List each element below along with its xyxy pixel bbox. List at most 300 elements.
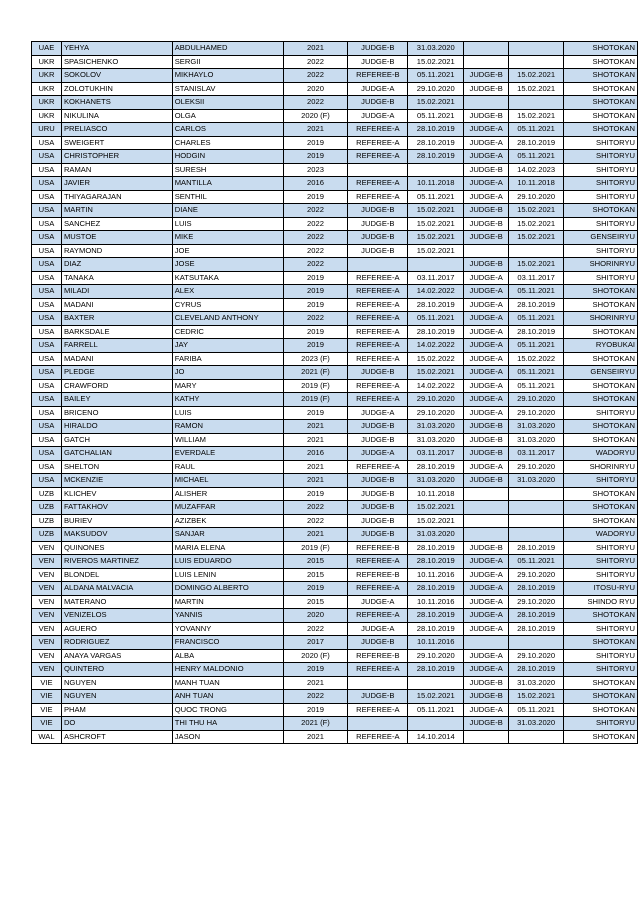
last-name-cell: NGUYEN bbox=[61, 690, 172, 704]
table-row bbox=[32, 258, 638, 272]
country-code-cell: USA bbox=[32, 339, 62, 353]
referee-grade-cell: JUDGE-B bbox=[348, 487, 408, 501]
style-cell: SHOTOKAN bbox=[564, 676, 638, 690]
year-cell: 2019 bbox=[283, 406, 348, 420]
year-cell: 2022 bbox=[283, 69, 348, 83]
last-name-cell: BRICENO bbox=[61, 406, 172, 420]
last-name-cell: KOKHANETS bbox=[61, 96, 172, 110]
country-code-cell: VIE bbox=[32, 717, 62, 731]
referee-date-cell: 15.02.2021 bbox=[408, 55, 464, 69]
referee-date-cell: 05.11.2021 bbox=[408, 109, 464, 123]
judge-date-cell: 28.10.2019 bbox=[509, 541, 564, 555]
referee-grade-cell: JUDGE-B bbox=[348, 514, 408, 528]
year-cell: 2020 bbox=[283, 609, 348, 623]
judge-grade-cell bbox=[464, 514, 509, 528]
first-name-cell: ANH TUAN bbox=[172, 690, 283, 704]
referee-date-cell: 31.03.2020 bbox=[408, 420, 464, 434]
table-row bbox=[32, 406, 638, 420]
style-cell: SHINDO RYU bbox=[564, 595, 638, 609]
last-name-cell: ALDANA MALVACIA bbox=[61, 582, 172, 596]
judge-grade-cell: JUDGE-B bbox=[464, 433, 509, 447]
style-cell: SHITORYU bbox=[564, 555, 638, 569]
style-cell: SHITORYU bbox=[564, 622, 638, 636]
first-name-cell: MANTILLA bbox=[172, 177, 283, 191]
year-cell: 2019 bbox=[283, 136, 348, 150]
country-code-cell: UZB bbox=[32, 528, 62, 542]
table-row bbox=[32, 609, 638, 623]
table-row bbox=[32, 163, 638, 177]
referee-date-cell: 03.11.2017 bbox=[408, 447, 464, 461]
judge-date-cell: 29.10.2020 bbox=[509, 568, 564, 582]
judge-grade-cell bbox=[464, 528, 509, 542]
last-name-cell: MILADI bbox=[61, 285, 172, 299]
year-cell: 2020 bbox=[283, 82, 348, 96]
table-row bbox=[32, 487, 638, 501]
judge-grade-cell: JUDGE-B bbox=[464, 231, 509, 245]
referee-date-cell: 10.11.2016 bbox=[408, 636, 464, 650]
first-name-cell: EVERDALE bbox=[172, 447, 283, 461]
judge-grade-cell: JUDGE-A bbox=[464, 555, 509, 569]
judge-date-cell: 15.02.2021 bbox=[509, 82, 564, 96]
referee-grade-cell: REFEREE-A bbox=[348, 379, 408, 393]
country-code-cell: WAL bbox=[32, 730, 62, 744]
referee-date-cell: 05.11.2021 bbox=[408, 69, 464, 83]
judge-date-cell: 15.02.2022 bbox=[509, 352, 564, 366]
first-name-cell: CLEVELAND ANTHONY bbox=[172, 312, 283, 326]
last-name-cell: BARKSDALE bbox=[61, 325, 172, 339]
last-name-cell: CHRISTOPHER bbox=[61, 150, 172, 164]
style-cell: SHITORYU bbox=[564, 150, 638, 164]
judge-grade-cell: JUDGE-A bbox=[464, 595, 509, 609]
referee-date-cell: 10.11.2018 bbox=[408, 487, 464, 501]
judge-date-cell: 05.11.2021 bbox=[509, 285, 564, 299]
last-name-cell: ASHCROFT bbox=[61, 730, 172, 744]
year-cell: 2021 bbox=[283, 42, 348, 56]
country-code-cell: USA bbox=[32, 231, 62, 245]
style-cell: SHOTOKAN bbox=[564, 82, 638, 96]
style-cell: SHITORYU bbox=[564, 541, 638, 555]
referee-grade-cell: JUDGE-B bbox=[348, 231, 408, 245]
country-code-cell: USA bbox=[32, 379, 62, 393]
referee-grade-cell: JUDGE-B bbox=[348, 55, 408, 69]
last-name-cell: DO bbox=[61, 717, 172, 731]
judge-grade-cell: JUDGE-A bbox=[464, 123, 509, 137]
referee-date-cell: 29.10.2020 bbox=[408, 82, 464, 96]
table-row bbox=[32, 555, 638, 569]
table-body bbox=[32, 42, 638, 744]
judge-date-cell: 15.02.2021 bbox=[509, 69, 564, 83]
first-name-cell: LUIS EDUARDO bbox=[172, 555, 283, 569]
style-cell: SHOTOKAN bbox=[564, 96, 638, 110]
judge-date-cell: 28.10.2019 bbox=[509, 582, 564, 596]
table-row bbox=[32, 231, 638, 245]
referee-grade-cell: REFEREE-B bbox=[348, 568, 408, 582]
first-name-cell: ALISHER bbox=[172, 487, 283, 501]
table-row bbox=[32, 730, 638, 744]
first-name-cell: SERGII bbox=[172, 55, 283, 69]
country-code-cell: USA bbox=[32, 163, 62, 177]
referee-grade-cell: REFEREE-A bbox=[348, 460, 408, 474]
referee-date-cell: 10.11.2016 bbox=[408, 568, 464, 582]
referee-grade-cell: JUDGE-B bbox=[348, 690, 408, 704]
year-cell: 2022 bbox=[283, 690, 348, 704]
style-cell: SHOTOKAN bbox=[564, 204, 638, 218]
referee-date-cell: 31.03.2020 bbox=[408, 42, 464, 56]
referee-grade-cell: REFEREE-A bbox=[348, 393, 408, 407]
judge-date-cell bbox=[509, 487, 564, 501]
referee-date-cell: 14.02.2022 bbox=[408, 339, 464, 353]
country-code-cell: VEN bbox=[32, 609, 62, 623]
year-cell: 2023 (F) bbox=[283, 352, 348, 366]
referee-grade-cell: REFEREE-A bbox=[348, 136, 408, 150]
year-cell: 2019 bbox=[283, 582, 348, 596]
country-code-cell: UZB bbox=[32, 487, 62, 501]
judge-grade-cell: JUDGE-B bbox=[464, 82, 509, 96]
first-name-cell: SENTHIL bbox=[172, 190, 283, 204]
judge-date-cell: 15.02.2021 bbox=[509, 109, 564, 123]
table-row bbox=[32, 622, 638, 636]
judge-date-cell: 10.11.2018 bbox=[509, 177, 564, 191]
referee-date-cell: 15.02.2021 bbox=[408, 217, 464, 231]
style-cell: SHITORYU bbox=[564, 717, 638, 731]
referee-date-cell: 10.11.2018 bbox=[408, 177, 464, 191]
first-name-cell: LUIS bbox=[172, 217, 283, 231]
last-name-cell: TANAKA bbox=[61, 271, 172, 285]
judge-grade-cell: JUDGE-A bbox=[464, 298, 509, 312]
style-cell: SHITORYU bbox=[564, 568, 638, 582]
country-code-cell: USA bbox=[32, 271, 62, 285]
referee-grade-cell: REFEREE-A bbox=[348, 285, 408, 299]
last-name-cell: THIYAGARAJAN bbox=[61, 190, 172, 204]
style-cell: SHITORYU bbox=[564, 406, 638, 420]
last-name-cell: NGUYEN bbox=[61, 676, 172, 690]
last-name-cell: MCKENZIE bbox=[61, 474, 172, 488]
judge-date-cell: 15.02.2021 bbox=[509, 690, 564, 704]
style-cell: RYOBUKAI bbox=[564, 339, 638, 353]
table-row bbox=[32, 690, 638, 704]
referee-grade-cell: REFEREE-A bbox=[348, 190, 408, 204]
year-cell: 2019 bbox=[283, 325, 348, 339]
table-row bbox=[32, 271, 638, 285]
table-row bbox=[32, 244, 638, 258]
style-cell: SHITORYU bbox=[564, 649, 638, 663]
table-row bbox=[32, 123, 638, 137]
judge-grade-cell: JUDGE-B bbox=[464, 717, 509, 731]
referee-grade-cell: REFEREE-A bbox=[348, 703, 408, 717]
first-name-cell: RAMON bbox=[172, 420, 283, 434]
country-code-cell: VEN bbox=[32, 568, 62, 582]
first-name-cell: AZIZBEK bbox=[172, 514, 283, 528]
first-name-cell: YOVANNY bbox=[172, 622, 283, 636]
first-name-cell: OLGA bbox=[172, 109, 283, 123]
style-cell: GENSEIRYU bbox=[564, 231, 638, 245]
judge-date-cell bbox=[509, 514, 564, 528]
first-name-cell: MARY bbox=[172, 379, 283, 393]
style-cell: SHOTOKAN bbox=[564, 69, 638, 83]
first-name-cell: JO bbox=[172, 366, 283, 380]
referee-date-cell: 28.10.2019 bbox=[408, 541, 464, 555]
judge-date-cell bbox=[509, 528, 564, 542]
judge-date-cell: 05.11.2021 bbox=[509, 150, 564, 164]
referee-date-cell: 15.02.2021 bbox=[408, 366, 464, 380]
table-row bbox=[32, 109, 638, 123]
first-name-cell: CHARLES bbox=[172, 136, 283, 150]
judge-grade-cell: JUDGE-B bbox=[464, 258, 509, 272]
first-name-cell: MIKE bbox=[172, 231, 283, 245]
judge-grade-cell bbox=[464, 42, 509, 56]
judge-date-cell: 28.10.2019 bbox=[509, 609, 564, 623]
year-cell: 2015 bbox=[283, 555, 348, 569]
style-cell: SHOTOKAN bbox=[564, 487, 638, 501]
judge-date-cell: 15.02.2021 bbox=[509, 204, 564, 218]
first-name-cell: LUIS LENIN bbox=[172, 568, 283, 582]
table-row bbox=[32, 136, 638, 150]
first-name-cell: JAY bbox=[172, 339, 283, 353]
last-name-cell: CRAWFORD bbox=[61, 379, 172, 393]
judge-date-cell: 05.11.2021 bbox=[509, 555, 564, 569]
style-cell: SHORINRYU bbox=[564, 258, 638, 272]
year-cell: 2021 bbox=[283, 123, 348, 137]
referee-grade-cell: JUDGE-B bbox=[348, 636, 408, 650]
judge-date-cell: 03.11.2017 bbox=[509, 271, 564, 285]
judge-grade-cell bbox=[464, 487, 509, 501]
table-row bbox=[32, 528, 638, 542]
judge-date-cell: 31.03.2020 bbox=[509, 474, 564, 488]
referee-grade-cell: REFEREE-A bbox=[348, 339, 408, 353]
first-name-cell: KATHY bbox=[172, 393, 283, 407]
judge-date-cell: 05.11.2021 bbox=[509, 123, 564, 137]
style-cell: SHOTOKAN bbox=[564, 123, 638, 137]
first-name-cell: MARIA ELENA bbox=[172, 541, 283, 555]
judge-date-cell bbox=[509, 501, 564, 515]
year-cell: 2019 bbox=[283, 703, 348, 717]
referee-date-cell: 05.11.2021 bbox=[408, 312, 464, 326]
judge-date-cell: 31.03.2020 bbox=[509, 676, 564, 690]
first-name-cell: ALEX bbox=[172, 285, 283, 299]
referee-grade-cell: REFEREE-A bbox=[348, 663, 408, 677]
country-code-cell: VEN bbox=[32, 582, 62, 596]
last-name-cell: MATERANO bbox=[61, 595, 172, 609]
judge-grade-cell: JUDGE-A bbox=[464, 366, 509, 380]
referee-date-cell bbox=[408, 163, 464, 177]
judge-grade-cell: JUDGE-A bbox=[464, 609, 509, 623]
year-cell: 2015 bbox=[283, 595, 348, 609]
referee-date-cell: 15.02.2021 bbox=[408, 501, 464, 515]
style-cell: SHITORYU bbox=[564, 217, 638, 231]
last-name-cell: YEHYA bbox=[61, 42, 172, 56]
last-name-cell: SANCHEZ bbox=[61, 217, 172, 231]
judge-grade-cell: JUDGE-A bbox=[464, 663, 509, 677]
style-cell: SHOTOKAN bbox=[564, 109, 638, 123]
judge-date-cell: 28.10.2019 bbox=[509, 136, 564, 150]
referee-date-cell: 10.11.2016 bbox=[408, 595, 464, 609]
year-cell: 2022 bbox=[283, 514, 348, 528]
style-cell: GENSEIRYU bbox=[564, 366, 638, 380]
judge-grade-cell: JUDGE-B bbox=[464, 676, 509, 690]
referee-date-cell: 03.11.2017 bbox=[408, 271, 464, 285]
table-row bbox=[32, 55, 638, 69]
year-cell: 2022 bbox=[283, 231, 348, 245]
country-code-cell: UKR bbox=[32, 109, 62, 123]
referee-grade-cell: JUDGE-B bbox=[348, 420, 408, 434]
referee-grade-cell: JUDGE-B bbox=[348, 366, 408, 380]
country-code-cell: USA bbox=[32, 177, 62, 191]
referee-grade-cell: REFEREE-A bbox=[348, 730, 408, 744]
judge-grade-cell: JUDGE-B bbox=[464, 217, 509, 231]
year-cell: 2021 bbox=[283, 460, 348, 474]
country-code-cell: USA bbox=[32, 258, 62, 272]
referee-grade-cell bbox=[348, 717, 408, 731]
style-cell: SHORINRYU bbox=[564, 312, 638, 326]
year-cell: 2019 bbox=[283, 339, 348, 353]
last-name-cell: QUINONES bbox=[61, 541, 172, 555]
year-cell: 2016 bbox=[283, 177, 348, 191]
referee-date-cell: 28.10.2019 bbox=[408, 136, 464, 150]
table-row bbox=[32, 366, 638, 380]
last-name-cell: SWEIGERT bbox=[61, 136, 172, 150]
year-cell: 2021 bbox=[283, 528, 348, 542]
country-code-cell: USA bbox=[32, 325, 62, 339]
judge-grade-cell: JUDGE-A bbox=[464, 136, 509, 150]
year-cell: 2022 bbox=[283, 258, 348, 272]
country-code-cell: VIE bbox=[32, 690, 62, 704]
country-code-cell: UKR bbox=[32, 96, 62, 110]
referee-date-cell bbox=[408, 258, 464, 272]
country-code-cell: USA bbox=[32, 190, 62, 204]
judge-grade-cell: JUDGE-A bbox=[464, 285, 509, 299]
referee-grade-cell: JUDGE-B bbox=[348, 501, 408, 515]
style-cell: SHOTOKAN bbox=[564, 298, 638, 312]
referee-grade-cell: REFEREE-B bbox=[348, 69, 408, 83]
style-cell: ITOSU-RYU bbox=[564, 582, 638, 596]
year-cell: 2021 bbox=[283, 474, 348, 488]
table-row bbox=[32, 582, 638, 596]
referee-grade-cell: REFEREE-A bbox=[348, 271, 408, 285]
first-name-cell: FRANCISCO bbox=[172, 636, 283, 650]
referee-grade-cell: JUDGE-B bbox=[348, 528, 408, 542]
referee-date-cell: 29.10.2020 bbox=[408, 393, 464, 407]
last-name-cell: MARTIN bbox=[61, 204, 172, 218]
country-code-cell: UKR bbox=[32, 55, 62, 69]
judge-date-cell: 29.10.2020 bbox=[509, 190, 564, 204]
judge-date-cell: 05.11.2021 bbox=[509, 703, 564, 717]
year-cell: 2019 bbox=[283, 190, 348, 204]
table-row bbox=[32, 717, 638, 731]
last-name-cell: DIAZ bbox=[61, 258, 172, 272]
judge-grade-cell: JUDGE-B bbox=[464, 420, 509, 434]
last-name-cell: HIRALDO bbox=[61, 420, 172, 434]
referee-judge-table bbox=[31, 41, 638, 744]
judge-grade-cell: JUDGE-A bbox=[464, 460, 509, 474]
style-cell: SHOTOKAN bbox=[564, 433, 638, 447]
first-name-cell: MIKHAYLO bbox=[172, 69, 283, 83]
year-cell: 2021 bbox=[283, 420, 348, 434]
style-cell: WADORYU bbox=[564, 528, 638, 542]
referee-grade-cell: REFEREE-A bbox=[348, 150, 408, 164]
judge-date-cell: 29.10.2020 bbox=[509, 649, 564, 663]
table-row bbox=[32, 339, 638, 353]
judge-grade-cell bbox=[464, 730, 509, 744]
style-cell: SHOTOKAN bbox=[564, 393, 638, 407]
country-code-cell: USA bbox=[32, 433, 62, 447]
referee-grade-cell: JUDGE-A bbox=[348, 622, 408, 636]
last-name-cell: SPASICHENKO bbox=[61, 55, 172, 69]
referee-date-cell bbox=[408, 676, 464, 690]
first-name-cell: CYRUS bbox=[172, 298, 283, 312]
referee-date-cell: 28.10.2019 bbox=[408, 298, 464, 312]
last-name-cell: BAILEY bbox=[61, 393, 172, 407]
referee-date-cell: 05.11.2021 bbox=[408, 190, 464, 204]
judge-grade-cell: JUDGE-A bbox=[464, 150, 509, 164]
referee-grade-cell: JUDGE-B bbox=[348, 433, 408, 447]
judge-date-cell: 28.10.2019 bbox=[509, 325, 564, 339]
style-cell: SHOTOKAN bbox=[564, 690, 638, 704]
first-name-cell: DOMINGO ALBERTO bbox=[172, 582, 283, 596]
last-name-cell: MUSTOE bbox=[61, 231, 172, 245]
referee-grade-cell: JUDGE-A bbox=[348, 406, 408, 420]
first-name-cell: STANISLAV bbox=[172, 82, 283, 96]
last-name-cell: BAXTER bbox=[61, 312, 172, 326]
judge-date-cell: 29.10.2020 bbox=[509, 595, 564, 609]
style-cell: SHOTOKAN bbox=[564, 55, 638, 69]
last-name-cell: GATCH bbox=[61, 433, 172, 447]
first-name-cell: MANH TUAN bbox=[172, 676, 283, 690]
style-cell: SHITORYU bbox=[564, 663, 638, 677]
table-row bbox=[32, 150, 638, 164]
table-row bbox=[32, 285, 638, 299]
country-code-cell: USA bbox=[32, 244, 62, 258]
last-name-cell: PHAM bbox=[61, 703, 172, 717]
style-cell: SHITORYU bbox=[564, 190, 638, 204]
judge-grade-cell: JUDGE-B bbox=[464, 474, 509, 488]
referee-grade-cell: REFEREE-A bbox=[348, 312, 408, 326]
judge-date-cell: 28.10.2019 bbox=[509, 663, 564, 677]
first-name-cell: QUOC TRONG bbox=[172, 703, 283, 717]
first-name-cell: JOE bbox=[172, 244, 283, 258]
judge-grade-cell: JUDGE-A bbox=[464, 649, 509, 663]
year-cell: 2021 (F) bbox=[283, 366, 348, 380]
referee-grade-cell: REFEREE-A bbox=[348, 177, 408, 191]
judge-grade-cell bbox=[464, 96, 509, 110]
judge-date-cell: 03.11.2017 bbox=[509, 447, 564, 461]
judge-grade-cell: JUDGE-A bbox=[464, 582, 509, 596]
referee-grade-cell: JUDGE-A bbox=[348, 82, 408, 96]
referee-grade-cell: JUDGE-B bbox=[348, 217, 408, 231]
country-code-cell: USA bbox=[32, 150, 62, 164]
referee-date-cell: 14.02.2022 bbox=[408, 285, 464, 299]
first-name-cell: ALBA bbox=[172, 649, 283, 663]
last-name-cell: BLONDEL bbox=[61, 568, 172, 582]
country-code-cell: USA bbox=[32, 312, 62, 326]
last-name-cell: FATTAKHOV bbox=[61, 501, 172, 515]
referee-date-cell bbox=[408, 717, 464, 731]
country-code-cell: VIE bbox=[32, 703, 62, 717]
year-cell: 2022 bbox=[283, 96, 348, 110]
referee-date-cell: 15.02.2021 bbox=[408, 244, 464, 258]
style-cell: SHITORYU bbox=[564, 244, 638, 258]
referee-date-cell: 28.10.2019 bbox=[408, 609, 464, 623]
table-row bbox=[32, 595, 638, 609]
year-cell: 2021 bbox=[283, 676, 348, 690]
judge-grade-cell: JUDGE-A bbox=[464, 622, 509, 636]
year-cell: 2021 bbox=[283, 433, 348, 447]
judge-date-cell: 29.10.2020 bbox=[509, 460, 564, 474]
table-row bbox=[32, 541, 638, 555]
style-cell: SHITORYU bbox=[564, 163, 638, 177]
table-row bbox=[32, 649, 638, 663]
judge-date-cell: 05.11.2021 bbox=[509, 312, 564, 326]
judge-date-cell: 31.03.2020 bbox=[509, 420, 564, 434]
